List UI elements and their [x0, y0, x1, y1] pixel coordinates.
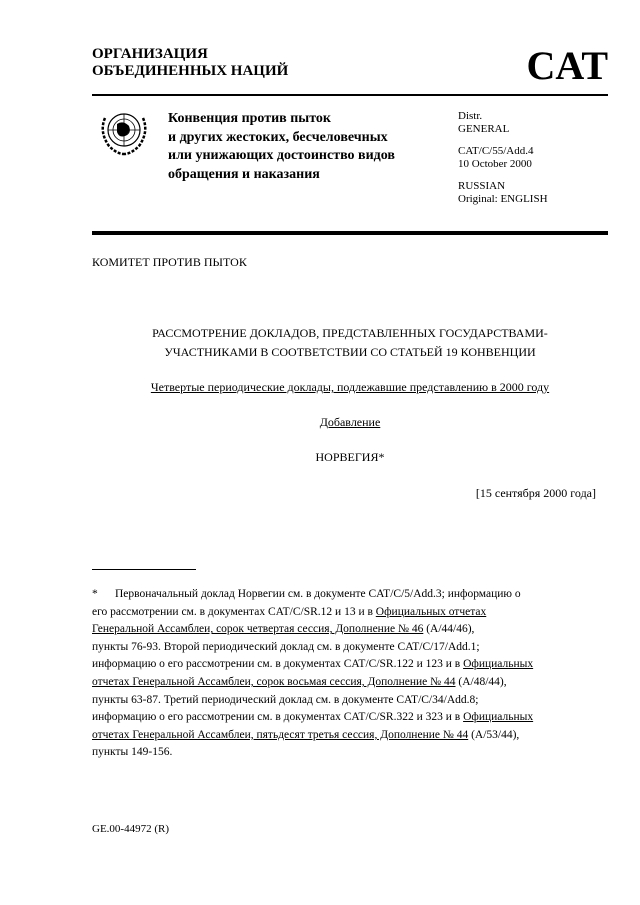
title-line: РАССМОТРЕНИЕ ДОКЛАДОВ, ПРЕДСТАВЛЕННЫХ ГОСУДАРСТВАМИ-: [152, 326, 548, 340]
convention-line: обращения и наказания: [168, 166, 320, 182]
header-bottom-divider: [92, 231, 608, 235]
organization-name: [92, 46, 288, 80]
footnote-line: [92, 674, 533, 692]
footnote-text: пункты 63-87. Третий периодический доклад см. в документе CAT/C/34/Add.8;: [92, 693, 479, 706]
footnote: [92, 586, 533, 762]
footnote-reference: Официальных: [463, 658, 534, 671]
footnote-line: [92, 604, 533, 622]
subtitle: Четвертые периодические доклады, подлежавшие представлению в 2000 году: [150, 380, 550, 394]
footnote-line: [92, 692, 533, 710]
footnote-text: (A/48/44),: [455, 675, 507, 688]
addendum-label: Добавление: [319, 415, 381, 429]
document-metadata: [458, 110, 548, 205]
main-title: [92, 324, 608, 362]
footnote-line: [92, 639, 533, 657]
committee-name: КОМИТЕТ ПРОТИВ ПЫТОК: [92, 255, 247, 269]
footnote-line: [92, 586, 533, 604]
footnote-text: его рассмотрении см. в документах CAT/C/SR.12 и 13 и в: [92, 605, 376, 618]
country-name: НОРВЕГИЯ*: [315, 450, 385, 464]
convention-line: и других жестоких, бесчеловечных: [168, 129, 388, 145]
footnote-reference: отчетах Генеральной Ассамблеи, сорок восьмая сессия, Дополнение № 44: [92, 675, 456, 688]
doc-language: RUSSIAN: [458, 180, 506, 192]
org-line-2: ОБЪЕДИНЕННЫХ НАЦИЙ: [92, 63, 289, 79]
footnote-reference: Официальных отчетах: [375, 605, 487, 618]
footnote-line: [92, 727, 533, 745]
footnote-reference: Официальных: [463, 711, 534, 724]
footnote-line: [92, 709, 533, 727]
footnote-text: пункты 76-93. Второй периодический доклад см. в документе CAT/C/17/Add.1;: [92, 640, 480, 653]
footnote-divider: [92, 569, 196, 570]
document-symbol-large: CAT: [526, 43, 608, 88]
doc-symbol: CAT/C/55/Add.4: [458, 145, 534, 157]
distr-label: Distr.: [458, 110, 483, 122]
original-language: Original: ENGLISH: [458, 192, 548, 205]
footnote-text: (A/44/46),: [423, 623, 475, 636]
org-line-1: ОРГАНИЗАЦИЯ: [92, 46, 208, 62]
footnote-text: информацию о его рассмотрении см. в документах CAT/C/SR.122 и 123 и в: [92, 658, 464, 671]
convention-line: Конвенция против пыток: [168, 111, 331, 126]
footnote-line: [92, 744, 533, 762]
footnote-line: [92, 621, 533, 639]
convention-line: или унижающих достоинство видов: [168, 148, 395, 163]
title-line: УЧАСТНИКАМИ В СООТВЕТСТВИИ СО СТАТЬЕЙ 19 КОНВЕНЦИИ: [164, 345, 536, 359]
un-emblem-icon: [95, 108, 153, 158]
convention-title: [168, 110, 395, 184]
footnote-text: пункты 149-156.: [92, 746, 173, 759]
footnote-reference: Генеральной Ассамблеи, сорок четвертая сессия, Дополнение № 46: [92, 623, 424, 636]
footnote-line: [92, 656, 533, 674]
job-number: GE.00-44972 (R): [92, 823, 169, 835]
footnote-reference: отчетах Генеральной Ассамблеи, пятьдесят третья сессия, Дополнение № 44: [92, 728, 469, 741]
footnote-text: (A/53/44),: [468, 728, 520, 741]
header-divider: [92, 94, 608, 96]
report-date: [15 сентября 2000 года]: [475, 486, 596, 500]
footnote-text: * Первоначальный доклад Норвегии см. в документе CAT/C/5/Add.3; информацию о: [92, 588, 521, 600]
distribution: GENERAL: [458, 122, 510, 135]
doc-date: 10 October 2000: [458, 157, 532, 170]
footnote-text: информацию о его рассмотрении см. в документах CAT/C/SR.322 и 323 и в: [92, 711, 464, 724]
